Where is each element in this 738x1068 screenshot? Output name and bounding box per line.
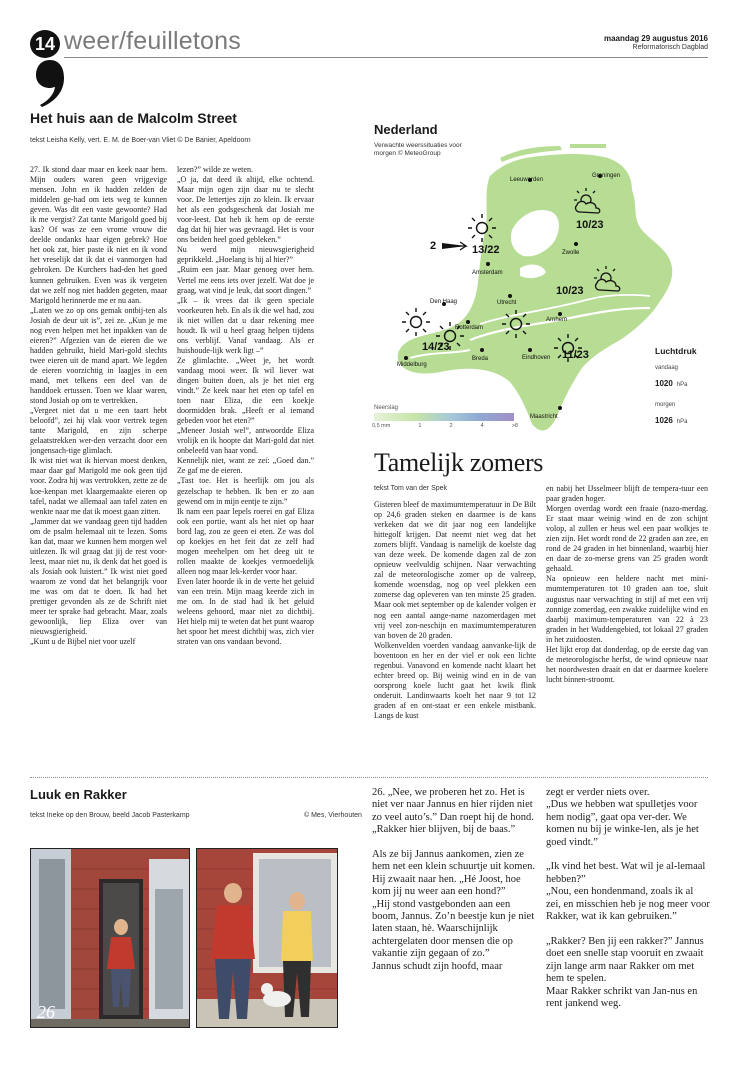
city-label: Utrecht (497, 300, 517, 306)
netherlands-land (398, 154, 672, 431)
city-label: Maastricht (530, 414, 558, 420)
city-dot (466, 320, 470, 324)
story-column-1 (30, 165, 167, 765)
pressure-today: 1020 hPa (655, 379, 688, 388)
city-label: Rotterdam (455, 325, 484, 331)
city-dot (528, 348, 532, 352)
city-label: Leeuwarden (510, 177, 544, 183)
weather-text-1: Gisteren bleef de maximumtemperatuur in De Bilt op 24,6 graden steken en daarmee is de kans verkeken dat we dit jaar nog een landelijke hittegolf krijgen. Dat neemt niet weg dat het zomers blijft. Vandaag is namelijk de koelste dag van deze week. De komende dagen zal de zon opnieuw veelvuldig schijnen. Naar verwachting zal de meteorologische zomer op de valreep, komende woensdag, nog op veel plekken een zomerse dag opleveren van ten minste 25 graden. Maar ook met september op de kalender volgen er nog een aantal aange-name nazomerdagen met vrij veel zon-neschijn en maximumtemperaturen van boven de 20 graden. Wolkenvelden voerden vandaag aanvanke-lijk de boventoon en her en der viel er ook een lichte regenbui. Vanavond en komende nacht klaart het echter breed op. Bij weinig wind en in de van oorsprong koele lucht gaat het kwik flink onderuit. Landinwaarts koelt het naar 9 tot 12 graden af en ont-staat er een enkele mistbank. Langs de kust (374, 500, 536, 720)
sun-icon (402, 308, 430, 336)
city-dot (486, 262, 490, 266)
pressure-tomorrow: 1026 hPa (655, 416, 688, 425)
story-column-2 (177, 165, 314, 765)
city-dot (480, 348, 484, 352)
weather-column-1 (374, 500, 536, 772)
comic-illustration-1 (31, 849, 189, 1027)
temperature-label: 11/23 (562, 349, 589, 361)
temperature-label: 14/23 (422, 341, 450, 353)
city-dot (558, 406, 562, 410)
newspaper-name: Reformatorisch Dagblad (632, 44, 708, 51)
section-divider (30, 777, 708, 778)
temperature-label: 13/22 (472, 244, 500, 256)
city-label: Groningen (592, 173, 621, 179)
panel-number: 26 (37, 1002, 55, 1022)
comic-text-column-2 (546, 787, 710, 1032)
city-label: Arnhem (546, 317, 568, 323)
map-subtitle: Verwachte weerssituaties voor morgen © MeteoGroup (374, 142, 462, 157)
temperature-label: 10/23 (556, 285, 584, 297)
story-text-1: 27. Ik stond daar maar en keek naar hem. Mijn ouders waren geen vrijgevige mensen. John en ik hadden zelden de middelen ge-had om iets weg te kunnen geven. Was dit een vaste gewoonte? Had ik me vergist? Zat tante Marigold goed bij kas? Of was ze een vrome vrouw die deelde ondanks haar eigen gebrek? Hoe het ook zat, hier paste ik niet en ik vond het vreselijk dat ik dat ei vanmorgen had gebroken. De Kurchers had-den het goed kunnen gebruiken. Even was ik vergeten dat we zelf nog niet hadden gegeten, maar Marigold herinnerde me er nu aan. „Laten we zo op ons gemak ontbij-ten als Josiah de deur uit is”, zei ze. „Kun je me nog even helpen met het inpakken van de eieren?” Afgezien van de eieren die we hadden gebruikt, hield Mari-gold slechts twee eieren uit de mand apart. We legden de eieren voorzichtig in laagjes in een mand, met telkens een deel van de handdoek ertussen. Toen we klaar waren, stond Josiah op om te vertrekken. „Vergeet niet dat u me een taart hebt beloofd”, zei hij vlak voor vertrek tegen tante Marigold, en zijn scherpe gelaatstrekken wer-den verzacht door een jongensach-tige glimlach. Ik wist niet wat ik hiervan moest denken, maar daar gaf Marigold me ook geen tijd voor. Zodra hij was vertrokken, zette ze de koe-kenpan met klaargemaakte eieren op tafel, nadat we allemaal aan tafel zaten en wenkte naar me dat ik moest gaan zitten. „Jammer dat we vandaag geen tijd hadden om de psalm helemaal uit te lezen. Soms kan dat, maar we kunnen hem morgen wel uitlezen. Ik wil graag dat jij de rest voor-leest, maar niet nu, ik denk dat het goed is als Josiah ook luistert.” Ik wist niet goed waarom ze vond dat het belangrijk voor me was om dat te doen. Ik had het prettiger gevonden als ze de Schrift niet meer ter sprake had gebracht. Maar, zoals gewoonlijk, liep Eliza over van nieuwsgierigheid. „Kunt u de Bijbel niet voor uzelf (30, 165, 167, 647)
temperature-label: 10/23 (576, 219, 604, 231)
weather-column-2 (546, 484, 708, 772)
header-rule (64, 57, 708, 58)
city-label: Zwolle (562, 250, 580, 256)
issue-date: maandag 29 augustus 2016 (603, 34, 708, 43)
comic-copyright: © Mes, Vierhouten (304, 812, 362, 819)
comic-illustration-2 (197, 849, 337, 1027)
precip-label: Neerslag (374, 405, 399, 411)
comic-panel-2 (196, 848, 338, 1028)
city-dot (558, 312, 562, 316)
comic-title: Luuk en Rakker (30, 787, 127, 802)
city-label: Breda (472, 356, 489, 362)
city-label: Amsterdam (472, 270, 503, 276)
city-label: Middelburg (397, 362, 427, 368)
story-title: Het huis aan de Malcolm Street (30, 110, 237, 126)
weather-credit: tekst Tom van der Spek (374, 485, 448, 492)
city-dot (508, 294, 512, 298)
comic-credit: tekst Ineke op den Brouw, beeld Jacob Pasterkamp (30, 812, 190, 819)
city-label: Eindhoven (522, 355, 551, 361)
pressure-today-label: vandaag (655, 365, 679, 371)
comic-panel-1 (30, 848, 190, 1028)
weather-headline: Tamelijk zomers (374, 448, 544, 477)
comic-text-column-1 (372, 787, 536, 1032)
city-label: Den Haag (430, 299, 458, 305)
city-dot (404, 356, 408, 360)
comma-logo-icon (34, 58, 66, 108)
story-credit: tekst Leisha Kelly, vert. E. M. de Boer-van Vliet © De Banier, Apeldoorn (30, 137, 251, 144)
weather-map (370, 118, 710, 440)
comic-text-1: 26. „Nee, we proberen het zo. Het is niet ver naar Jannus en hier rijden niet zo veel auto’s.” Dan roept hij de hond. „Rakker hier blijven, bij de baas.” Als ze bij Jannus aankomen, zien ze hem net een klein schuurtje uit komen. Hij zwaait naar hen. „Hé Joost, hoe kom jij nu weer aan een hond?” „Hij stond vastgebonden aan een boom, Jannus. Zo’n beestje kun je niet laten staan, hè. Waarschijnlijk achtergelaten door mensen die op vakantie zijn gegaan of zo.” Jannus schudt zijn hoofd, maar (372, 787, 535, 972)
map-title: Nederland (374, 122, 438, 137)
page-number: 14 (30, 30, 60, 58)
pressure-tomorrow-label: morgen (655, 402, 676, 408)
comic-text-2: zegt er verder niets over. „Dus we hebben wat spulletjes voor hem nodig”, gaat opa ver-der. We komen nu bij je winke-len, als je het goed vindt.” „Ik vind het best. Wat wil je al-lemaal hebben?” „Nou, een hondenmand, zoals ik al zei, en misschien heb je nog meer voor Rakker, wat ik kan gebruiken.” „Rakker? Ben jij een rakker?” Jannus doet een snelle stap vooruit en zwaait zijn lange arm naar Rakker om met hem te spelen. Maar Rakker schrikt van Jan-nus en rent jankend weg. (546, 787, 710, 1009)
city-dot (574, 242, 578, 246)
weather-text-2: en nabij het IJsselmeer blijft de tempera-tuur een paar graden hoger. Morgen overdag wordt een fraaie (nazo-merdag. Er staat maar weinig wind en de zon schijnt volop, al zullen er heus wel een paar wolkjes te zien zijn. Het wordt rond de 22 graden aan zee, en rond de 24 graden in het binnenland, waarbij hier en daar de zo-merse grens van 25 graden wordt gehaald. Na opnieuw een heldere nacht met mini-mumtemperaturen tot 10 graden aan toe, sluit augustus naar verwachting in stijl af met een vrij zonnige zomerdag, een zwakke zuidelijke wind en daarbij maximum-temperaturen van 22 à 23 graden in het Waddengebied, tot lokaal 27 graden in het zuidoosten. Het lijkt erop dat donderdag, op de eerste dag van de meteorologische herfst, de wind opnieuw naar het noordwesten draait en dat er daarmee koelere lucht binnen-stroomt. (546, 484, 708, 684)
section-title: weer/feuilletons (64, 27, 241, 55)
story-text-2: lezen?” wilde ze weten. „O ja, dat deed ik altijd, elke ochtend. Maar mijn ogen zijn daar nu te slecht voor. De lettertjes zijn zo klein. Ik ervaar het als een godsgeschenk dat Josiah me voor-leest. Dat heb ik hem op de eerste dag dat hij hier was gevraagd. Het is voor ons beiden heel goed gebleken.” Nu werd mijn nieuwsgierigheid geprikkeld. „Hoelang is hij al hier?” „Ruim een jaar. Maar genoeg over hem. Vertel me eens iets over jezelf. Wat doe je graag, wat vind je leuk, dat soort dingen.” „Ik – ik vrees dat ik geen speciale voorkeuren heb. En als ik die wel had, zou ik niet willen dat u daar rekening mee houdt. Ik wil u heel graag helpen tijdens ons verblijf. Vanaf vandaag. Als er huishoude-lijk werk ligt –” Ze glimlachte. „Weet je, het wordt vandaag mooi weer. Ik wil liever wat dingen buiten doen, als je het niet erg vindt.” Ze keek naar het eten op tafel en toen naar Eliza, die een koekje doormidden brak. „Heeft er al iemand gebeden voor het eten?” „Meneer Josiah wel”, antwoordde Eliza vrolijk en ik hoopte dat Mari-gold dat niet onbeleefd van haar vond. Kennelijk niet, want ze zei: „Goed dan.” Ze gaf me de eieren. „Tast toe. Het is heerlijk om jou als gezelschap te hebben. Ik ben er zo aan gewend om in mijn eentje te zijn.” Ik nam een paar lepels roerei en gaf Eliza ook een portie, want als het niet op haar bord lag, zou ze geen ei eten. Ze was dol op koekjes en het feit dat ze zelf had mogen meehelpen om het deeg uit te rollen maakte de koekjes vermoedelijk alleen nog maar lek-kerder voor haar. Even later hoorde ik in de verte het geluid van een trein. Mijn maag keerde zich in me om. In de stad had ik het geluid weleens gehoord, maar niet zo dichtbij. Het hielp mij te weten dat het punt waarop het spoor het meest dichtbij was, zich vier straten van ons vandaan bevond. (177, 165, 314, 647)
precip-scale-bar (374, 413, 514, 421)
precip-scale: 0,5 mm 1 2 4 >8 (372, 423, 518, 429)
pressure-title: Luchtdruk (655, 346, 697, 356)
wind-force: 2 (430, 240, 437, 252)
